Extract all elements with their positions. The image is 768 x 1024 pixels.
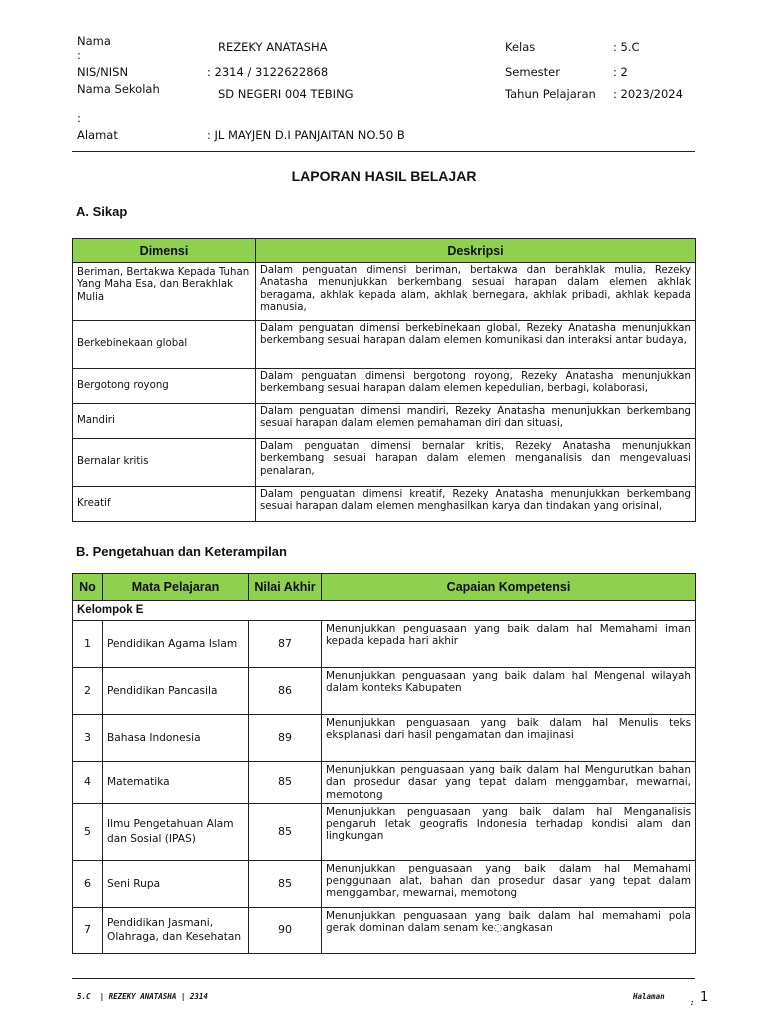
nis-label: NIS/NISN xyxy=(77,65,129,79)
kelompok-label: Kelompok E xyxy=(73,601,696,621)
alamat-label: Alamat xyxy=(77,128,118,142)
sekolah-label: Nama Sekolah xyxy=(77,82,160,96)
mapel-cell: Pendidikan Agama Islam xyxy=(103,621,249,668)
mapel-cell: Pendidikan Jasmani, Olahraga, dan Kesehatan xyxy=(103,907,249,953)
capaian-cell: Menunjukkan penguasaan yang baik dalam hal memahami pola gerak dominan dalam senam ke◌angkasan xyxy=(322,907,696,953)
deskripsi-cell: Dalam penguatan dimensi bergotong royong, Rezeky Anatasha menunjukkan berkembang sesuai harapan dalam elemen kepedulian, berbagi, kolaborasi, xyxy=(256,369,696,404)
alamat-value: : JL MAYJEN D.I PANJAITAN NO.50 B xyxy=(207,128,405,142)
table-row xyxy=(73,762,696,804)
mapel-cell: Bahasa Indonesia xyxy=(103,715,249,762)
nilai-cell: 87 xyxy=(249,621,322,668)
table-row xyxy=(73,439,696,487)
dimensi-cell: Kreatif xyxy=(73,487,256,522)
mapel-cell: Matematika xyxy=(103,762,249,804)
semester-value: : 2 xyxy=(613,65,628,79)
header-divider xyxy=(72,151,695,152)
mapel-cell: Ilmu Pengetahuan Alam dan Sosial (IPAS) xyxy=(103,803,249,860)
dimensi-cell: Berkebinekaan global xyxy=(73,321,256,369)
nis-value: : 2314 / 3122622868 xyxy=(207,65,329,79)
tahun-value: : 2023/2024 xyxy=(613,87,683,101)
nilai-table xyxy=(72,573,696,954)
nilai-cell: 85 xyxy=(249,860,322,907)
deskripsi-cell: Dalam penguatan dimensi kreatif, Rezeky Anatasha menunjukkan berkembang sesuai harapan dalam elemen menghasilkan karya dan tindakan yang orisinal, xyxy=(256,487,696,522)
no-cell: 4 xyxy=(73,762,103,804)
semester-label: Semester xyxy=(505,65,560,79)
table-row xyxy=(73,860,696,907)
footer-left: 5.C | REZEKY ANATASHA | 2314 xyxy=(77,992,208,1001)
no-cell: 6 xyxy=(73,860,103,907)
deskripsi-cell: Dalam penguatan dimensi bernalar kritis, Rezeky Anatasha menunjukkan berkembang sesuai harapan dalam elemen menganalisis dan mengevaluasi penalaran, xyxy=(256,439,696,487)
dimensi-cell: Bernalar kritis xyxy=(73,439,256,487)
col-deskripsi: Deskripsi xyxy=(256,239,696,263)
dimensi-cell: Mandiri xyxy=(73,404,256,439)
col-mapel: Mata Pelajaran xyxy=(103,574,249,601)
sekolah-value: SD NEGERI 004 TEBING xyxy=(218,87,354,101)
nilai-cell: 90 xyxy=(249,907,322,953)
deskripsi-cell: Dalam penguatan dimensi berkebinekaan global, Rezeky Anatasha menunjukkan berkembang sesuai harapan dalam elemen komunikasi dan interaksi antar budaya, xyxy=(256,321,696,369)
capaian-cell: Menunjukkan penguasaan yang baik dalam hal Mengurutkan bahan dan prosedur dasar yang tepat dalam menggambar, mewarnai, memotong xyxy=(322,762,696,804)
table-row xyxy=(73,321,696,369)
no-cell: 5 xyxy=(73,803,103,860)
kelas-value: : 5.C xyxy=(613,40,640,54)
section-sikap-heading: A. Sikap xyxy=(76,204,128,219)
footer-halaman-label: Halaman xyxy=(633,992,665,1001)
table-row xyxy=(73,621,696,668)
table-row xyxy=(73,487,696,522)
table-row xyxy=(73,404,696,439)
nama-value: REZEKY ANATASHA xyxy=(218,40,328,54)
page-title: LAPORAN HASIL BELAJAR xyxy=(291,168,477,184)
table-row xyxy=(73,803,696,860)
no-cell: 3 xyxy=(73,715,103,762)
nilai-cell: 89 xyxy=(249,715,322,762)
no-cell: 7 xyxy=(73,907,103,953)
no-cell: 1 xyxy=(73,621,103,668)
nilai-cell: 85 xyxy=(249,762,322,804)
nama-colon: : xyxy=(77,48,81,62)
nilai-cell: 86 xyxy=(249,668,322,715)
table-row xyxy=(73,907,696,953)
nilai-cell: 85 xyxy=(249,803,322,860)
capaian-cell: Menunjukkan penguasaan yang baik dalam hal Menganalisis pengaruh letak geografis Indonesia terhadap kondisi alam dan lingkungan xyxy=(322,803,696,860)
table-row xyxy=(73,668,696,715)
tahun-label: Tahun Pelajaran xyxy=(505,87,596,101)
col-dimensi: Dimensi xyxy=(73,239,256,263)
deskripsi-cell: Dalam penguatan dimensi mandiri, Rezeky Anatasha menunjukkan berkembang sesuai harapan dalam elemen pemahaman diri dan situasi, xyxy=(256,404,696,439)
footer-colon: : xyxy=(690,998,695,1007)
table-row xyxy=(73,263,696,321)
sikap-table xyxy=(72,238,696,522)
capaian-cell: Menunjukkan penguasaan yang baik dalam hal Memahami penggunaan alat, bahan dan prosedur dasar yang tepat dalam menggambar, mewarnai, memotong xyxy=(322,860,696,907)
page-number: 1 xyxy=(700,990,709,1005)
deskripsi-cell: Dalam penguatan dimensi beriman, bertakwa dan berahklak mulia, Rezeky Anatasha menunjukkan berkembang sesuai harapan dalam elemen akhlak beragama, akhlak kepada alam, akhlak bernegara, akhlak pribadi, akhlak kepada manusia, xyxy=(256,263,696,321)
dimensi-cell: Bergotong royong xyxy=(73,369,256,404)
col-capaian: Capaian Kompetensi xyxy=(322,574,696,601)
section-pengetahuan-heading: B. Pengetahuan dan Keterampilan xyxy=(76,544,287,559)
table-row xyxy=(73,715,696,762)
mapel-cell: Seni Rupa xyxy=(103,860,249,907)
nama-label: Nama xyxy=(77,34,111,48)
sekolah-colon: : xyxy=(77,111,81,125)
col-nilai: Nilai Akhir xyxy=(249,574,322,601)
dimensi-cell: Beriman, Bertakwa Kepada Tuhan Yang Maha Esa, dan Berakhlak Mulia xyxy=(73,263,256,321)
table-row xyxy=(73,369,696,404)
no-cell: 2 xyxy=(73,668,103,715)
capaian-cell: Menunjukkan penguasaan yang baik dalam hal Mengenal wilayah dalam konteks Kabupaten xyxy=(322,668,696,715)
footer-divider xyxy=(72,978,695,979)
capaian-cell: Menunjukkan penguasaan yang baik dalam hal Menulis teks eksplanasi dari hasil pengamatan dan imajinasi xyxy=(322,715,696,762)
col-no: No xyxy=(73,574,103,601)
kelas-label: Kelas xyxy=(505,40,536,54)
mapel-cell: Pendidikan Pancasila xyxy=(103,668,249,715)
capaian-cell: Menunjukkan penguasaan yang baik dalam hal Memahami iman kepada kepada hari akhir xyxy=(322,621,696,668)
